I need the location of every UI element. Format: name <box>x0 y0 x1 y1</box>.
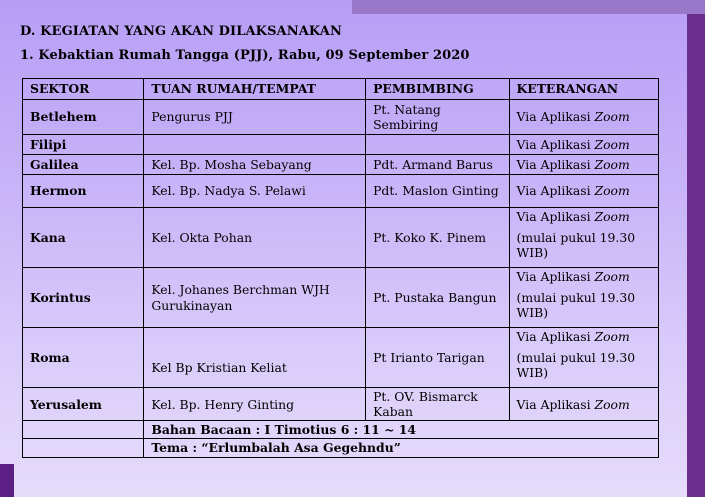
keterangan-zoom: Zoom <box>594 156 630 172</box>
keterangan-zoom: Zoom <box>594 209 630 224</box>
keterangan-zoom: Zoom <box>594 269 630 284</box>
sektor-cell: Galilea <box>23 155 144 175</box>
table-row <box>23 208 659 268</box>
header-pembimbing: PEMBIMBING <box>366 79 509 100</box>
keterangan-main: Via Aplikasi <box>516 269 595 284</box>
keterangan-zoom: Zoom <box>594 329 630 344</box>
keterangan-cell <box>509 175 659 208</box>
bahan-bacaan: Bahan Bacaan : I Timotius 6 : 11 ~ 14 <box>144 421 659 439</box>
tuan-rumah-cell <box>144 135 366 155</box>
sektor-cell: Hermon <box>23 175 144 208</box>
pembimbing-cell: Pdt. Maslon Ginting <box>366 175 509 208</box>
schedule-table <box>22 78 659 458</box>
keterangan-main: Via Aplikasi <box>516 396 595 412</box>
footer-empty-cell <box>23 421 144 439</box>
keterangan-line <box>517 329 652 344</box>
keterangan-line <box>517 157 652 172</box>
keterangan-line <box>517 269 652 284</box>
header-tuan-rumah: TUAN RUMAH/TEMPAT <box>144 79 366 100</box>
footer-row-bahan-bacaan <box>23 421 659 439</box>
keterangan-cell <box>509 135 659 155</box>
pembimbing-cell <box>366 135 509 155</box>
keterangan-main: Via Aplikasi <box>516 109 595 125</box>
sektor-cell: Korintus <box>23 268 144 328</box>
keterangan-time-note: (mulai pukul 19.30 WIB) <box>516 230 636 261</box>
tuan-rumah-cell: Kel Bp Kristian Keliat <box>144 328 366 388</box>
keterangan-line <box>517 183 652 198</box>
pembimbing-cell: Pt. Pustaka Bangun <box>366 268 509 328</box>
sektor-cell: Roma <box>23 328 144 388</box>
pembimbing-cell: Pdt. Armand Barus <box>366 155 509 175</box>
keterangan-line <box>517 397 652 412</box>
decorative-band-top <box>352 0 705 14</box>
table-row <box>23 328 659 388</box>
table-row <box>23 155 659 175</box>
sektor-cell: Betlehem <box>23 100 144 135</box>
sektor-cell: Kana <box>23 208 144 268</box>
tuan-rumah-cell: Kel. Bp. Mosha Sebayang <box>144 155 366 175</box>
keterangan-main: Via Aplikasi <box>516 183 595 199</box>
keterangan-cell <box>509 100 659 135</box>
keterangan-cell <box>509 388 659 421</box>
decorative-band-left <box>0 464 14 497</box>
keterangan-main: Via Aplikasi <box>516 329 595 344</box>
table-row <box>23 100 659 135</box>
pembimbing-cell: Pt Irianto Tarigan <box>366 328 509 388</box>
tuan-rumah-cell: Kel. Johanes Berchman WJH Gurukinayan <box>144 268 366 328</box>
decorative-band-right <box>687 14 705 497</box>
keterangan-main: Via Aplikasi <box>516 136 595 152</box>
keterangan-cell <box>509 268 659 328</box>
keterangan-time-note: (mulai pukul 19.30 WIB) <box>516 290 636 321</box>
section-heading: D. KEGIATAN YANG AKAN DILAKSANAKAN <box>20 24 342 39</box>
keterangan-cell <box>509 328 659 388</box>
tuan-rumah-cell: Pengurus PJJ <box>144 100 366 135</box>
table-row <box>23 388 659 421</box>
footer-empty-cell <box>23 439 144 457</box>
pembimbing-cell: Pt. Koko K. Pinem <box>366 208 509 268</box>
keterangan-cell <box>509 208 659 268</box>
header-keterangan: KETERANGAN <box>509 79 659 100</box>
table-row <box>23 175 659 208</box>
pembimbing-cell: Pt. Natang Sembiring <box>366 100 509 135</box>
keterangan-zoom: Zoom <box>594 109 630 125</box>
keterangan-main: Via Aplikasi <box>516 209 595 224</box>
tuan-rumah-cell: Kel. Okta Pohan <box>144 208 366 268</box>
sektor-cell: Yerusalem <box>23 388 144 421</box>
keterangan-line <box>517 109 652 124</box>
header-sektor: SEKTOR <box>23 79 144 100</box>
keterangan-zoom: Zoom <box>594 396 630 412</box>
keterangan-time-note: (mulai pukul 19.30 WIB) <box>516 350 636 381</box>
pembimbing-cell: Pt. OV. Bismarck Kaban <box>366 388 509 421</box>
keterangan-zoom: Zoom <box>594 183 630 199</box>
keterangan-zoom: Zoom <box>594 136 630 152</box>
keterangan-cell <box>509 155 659 175</box>
tuan-rumah-cell: Kel. Bp. Henry Ginting <box>144 388 366 421</box>
keterangan-line <box>517 209 652 224</box>
table-row <box>23 268 659 328</box>
table-row <box>23 135 659 155</box>
sektor-cell: Filipi <box>23 135 144 155</box>
table-header-row <box>23 79 659 100</box>
footer-row-tema <box>23 439 659 457</box>
tuan-rumah-cell: Kel. Bp. Nadya S. Pelawi <box>144 175 366 208</box>
tema: Tema : “Erlumbalah Asa Gegehndu” <box>144 439 659 457</box>
subheading: 1. Kebaktian Rumah Tangga (PJJ), Rabu, 09 September 2020 <box>20 48 470 63</box>
keterangan-line <box>517 137 652 152</box>
keterangan-main: Via Aplikasi <box>516 156 595 172</box>
